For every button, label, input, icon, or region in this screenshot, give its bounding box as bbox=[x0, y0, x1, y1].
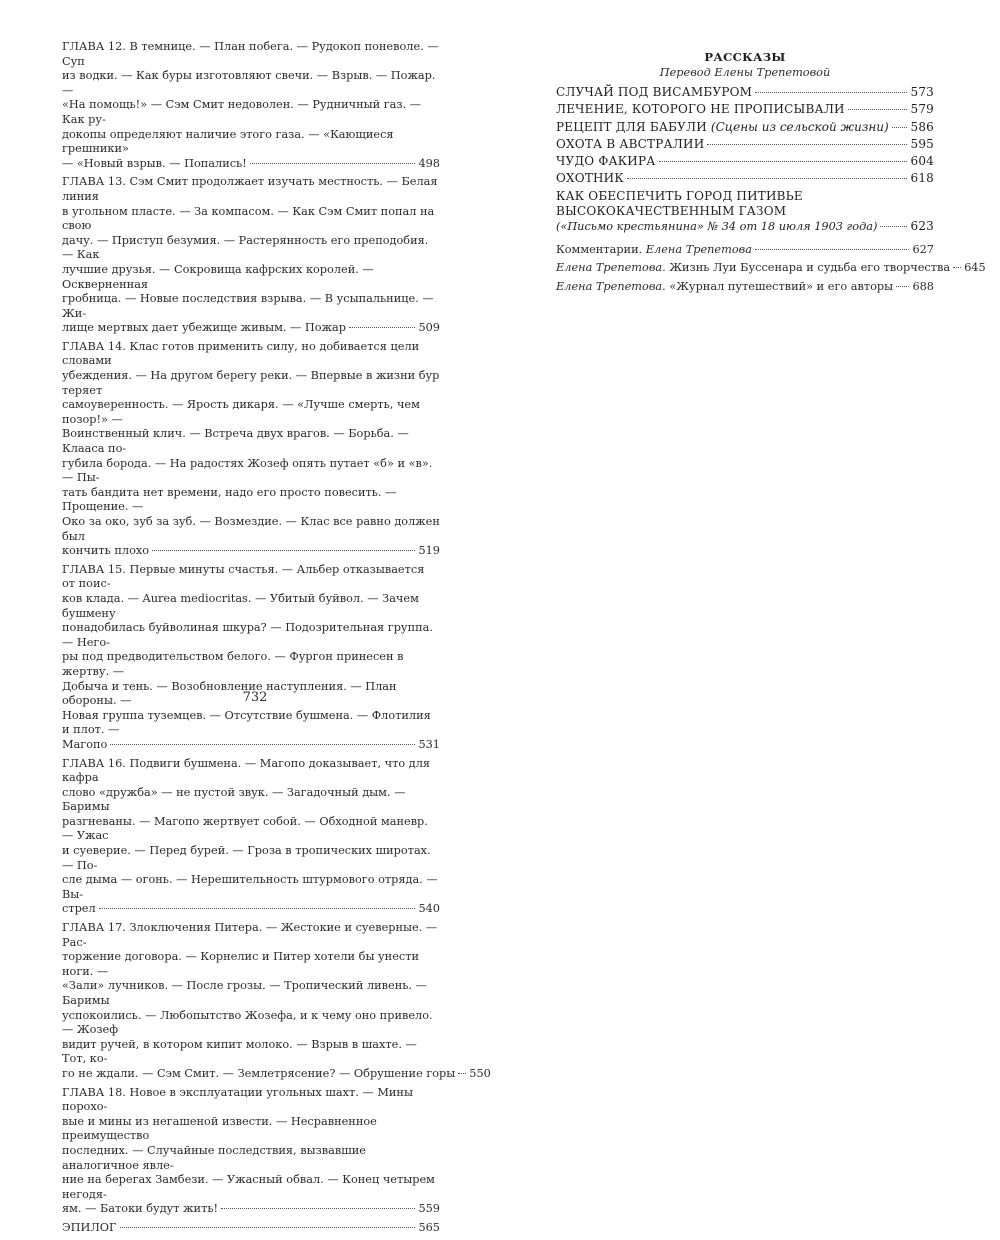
story-title-text: ОХОТА В АВСТРАЛИИ bbox=[556, 136, 705, 151]
toc-chapter-entry bbox=[62, 563, 440, 753]
leader-dots bbox=[152, 550, 415, 551]
chapter-last-line bbox=[62, 157, 440, 172]
story-note: (Сцены из сельской жизни) bbox=[710, 119, 889, 134]
section-title: РАССКАЗЫ bbox=[704, 50, 786, 64]
toc-story-entry bbox=[556, 171, 934, 186]
toc-appendix-entry bbox=[556, 261, 986, 276]
chapter-last-line bbox=[62, 321, 440, 336]
story-title bbox=[556, 137, 704, 152]
chapter-page: 565 bbox=[418, 1220, 440, 1234]
story-page: 604 bbox=[910, 154, 934, 169]
chapter-last-line bbox=[62, 738, 440, 753]
chapter-page: 540 bbox=[418, 902, 440, 916]
toc-appendix-entry bbox=[556, 280, 934, 295]
chapter-last-line bbox=[62, 1221, 440, 1236]
appendix-author: Елена Трепетова bbox=[645, 242, 752, 256]
appendix-author: Елена Трепетова. bbox=[556, 279, 666, 293]
story-note: («Письмо крестьянина» № 34 от 18 июля 1903 года) bbox=[556, 220, 878, 234]
toc-chapter-entry bbox=[62, 40, 440, 171]
chapter-last-text: го не ждали. — Сэм Смит. — Землетрясение? — Обрушение горы bbox=[62, 1066, 456, 1080]
leader-dots bbox=[659, 161, 908, 162]
story-page: 623 bbox=[910, 219, 934, 234]
chapter-summary: ГЛАВА 13. Сэм Смит продолжает изучать местность. — Белая линия в угольном пласте. — За компасом. — Как Сэм Смит попал на свою дачу. — Приступ безумия. — Растерянность его преподобия. — Как лучшие друзья. — Сокровища кафрских королей. — Оскверненная гробница. — Новые последствия взрыва. — В усыпальнице. — Жи- bbox=[62, 175, 438, 320]
story-title-text: РЕЦЕПТ ДЛЯ БАБУЛИ bbox=[556, 119, 707, 134]
chapter-summary: ГЛАВА 14. Клас готов применить силу, но добивается цели словами убеждения. — На другом берегу реки. — Впервые в жизни бур теряет самоуверенность. — Ярость дикаря. — «Лучше смерть, чем позор!» — Воинственный клич. — Встреча двух врагов. — Борьба. — Клааса по- губила борода. — На радостях Жозеф опять путает «б» и «в». — Пы- тать бандита нет времени, надо его просто повесить. — Прощение. — Око за око, зуб за зуб. — Возмездие. — Клас все равно должен был bbox=[62, 339, 440, 543]
chapter-last-line bbox=[62, 1202, 440, 1217]
story-page: 595 bbox=[910, 136, 934, 151]
appendix-page: 688 bbox=[912, 279, 934, 293]
story-title-text: СЛУЧАЙ ПОД ВИСАМБУРОМ bbox=[556, 85, 753, 99]
toc-story-entry bbox=[556, 120, 934, 135]
left-page bbox=[62, 40, 491, 1240]
chapter-last-text: лище мертвых дает убежище живым. — Пожар bbox=[62, 321, 346, 335]
leader-dots bbox=[880, 226, 907, 227]
toc-chapter-entry bbox=[62, 1221, 440, 1236]
appendix-author: Елена Трепетова. bbox=[556, 261, 666, 275]
leader-dots bbox=[896, 286, 909, 287]
toc-chapter-entry bbox=[62, 757, 440, 918]
chapter-last-line bbox=[62, 902, 440, 917]
chapter-page: 519 bbox=[418, 544, 440, 558]
chapter-summary: ГЛАВА 15. Первые минуты счастья. — Альбер отказывается от поис- ков клада. — Aurea mediocritas. — Убитый буйвол. — Зачем бушмену понадобилась буйволиная шкура? — Подозрительная группа. — Него- ры под предводительством белого. — Фургон принесен в жертву. — Добыча и тень. — Возобновление наступления. — План обороны. — Новая группа туземцев. — Отсутствие бушмена. — Флотилия и плот. — bbox=[62, 562, 433, 737]
story-title-text: ОХОТНИК bbox=[556, 171, 624, 186]
appendix-page: 627 bbox=[912, 242, 934, 256]
story-page: 579 bbox=[910, 102, 934, 117]
chapter-page: 509 bbox=[418, 321, 440, 335]
chapter-last-text: стрел bbox=[62, 902, 96, 916]
leader-dots bbox=[99, 908, 416, 909]
chapter-last-text: — «Новый взрыв. — Попались! bbox=[62, 156, 247, 170]
story-title bbox=[556, 154, 656, 169]
chapter-page: 498 bbox=[418, 156, 440, 170]
story-page: 586 bbox=[910, 119, 934, 134]
story-title bbox=[556, 120, 889, 135]
leader-dots bbox=[892, 127, 908, 128]
toc-chapter-entry bbox=[62, 921, 491, 1082]
leader-dots bbox=[221, 1208, 415, 1209]
appendix-rest: Жизнь Луи Буссенара и судьба его творчества bbox=[665, 261, 951, 275]
chapter-summary: ГЛАВА 18. Новое в эксплуатации угольных шахт. — Мины порохо- вые и мины из негашеной извести. — Несравненное преимущество последних. — Случайные последствия, вызвавшие аналогичное явле- ние на берегах Замбези. — Ужасный обвал. — Конец четырем негодя- bbox=[62, 1085, 435, 1201]
appendix-plain: Комментарии. bbox=[556, 242, 646, 256]
toc-appendix-entry bbox=[556, 243, 934, 258]
leader-dots bbox=[250, 163, 416, 164]
chapter-summary: ГЛАВА 16. Подвиги бушмена. — Магопо доказывает, что для кафра слово «дружба» — не пустой звук. — Загадочный дым. — Баримы разгневаны. — Магопо жертвует собой. — Обходной маневр. — Ужас и суеверие. — Перед бурей. — Гроза в тропических широтах. — По- сле дыма — огонь. — Нерешительность штурмового отряда. — Вы- bbox=[62, 756, 438, 901]
leader-dots bbox=[458, 1073, 466, 1074]
story-title-line-1: КАК ОБЕСПЕЧИТЬ ГОРОД ПИТИВЬЕ bbox=[556, 188, 803, 203]
chapter-page: 550 bbox=[469, 1066, 491, 1080]
chapter-last-line bbox=[62, 1066, 491, 1082]
leader-dots bbox=[707, 144, 907, 145]
toc-chapter-entry bbox=[62, 1086, 440, 1217]
chapter-last-text: ям. — Батоки будут жить! bbox=[62, 1202, 219, 1216]
toc-chapter-entry bbox=[62, 340, 440, 559]
toc-story-entry bbox=[556, 102, 934, 117]
leader-dots bbox=[755, 249, 910, 250]
toc-story-entry bbox=[556, 137, 934, 152]
toc-story-multiline bbox=[556, 189, 934, 235]
toc-story-entry bbox=[556, 85, 934, 100]
leader-dots bbox=[110, 744, 415, 745]
chapter-last-text: ЭПИЛОГ bbox=[62, 1220, 117, 1234]
leader-dots bbox=[349, 327, 415, 328]
story-title bbox=[556, 171, 624, 186]
story-note-row bbox=[556, 219, 934, 234]
chapter-last-line bbox=[62, 544, 440, 559]
leader-dots bbox=[848, 109, 908, 110]
chapter-last-text: кончить плохо bbox=[62, 544, 150, 558]
appendix-title bbox=[556, 243, 752, 258]
appendix-title bbox=[556, 280, 893, 295]
chapter-summary: ГЛАВА 12. В темнице. — План побега. — Рудокоп поневоле. — Суп из водки. — Как буры изготовляют свечи. — Взрыв. — Пожар. — «На помощь!» — Сэм Смит недоволен. — Рудничный газ. — Как ру- докопы определяют наличие этого газа. — «Кающиеся грешники» bbox=[62, 40, 439, 156]
appendix-title bbox=[556, 261, 950, 276]
appendix-rest: «Журнал путешествий» и его авторы bbox=[665, 279, 894, 293]
appendix-page: 645 bbox=[964, 261, 986, 275]
chapter-last-text: Магопо bbox=[62, 737, 108, 751]
leader-dots bbox=[120, 1227, 416, 1228]
toc-appendix-list bbox=[556, 242, 986, 295]
leader-dots bbox=[755, 92, 907, 93]
page-number: 732 bbox=[242, 690, 268, 705]
chapter-page: 531 bbox=[418, 737, 440, 751]
story-title-text: ЛЕЧЕНИЕ, КОТОРОГО НЕ ПРОПИСЫВАЛИ bbox=[556, 102, 845, 117]
toc-chapter-list bbox=[62, 40, 491, 1236]
story-title bbox=[556, 85, 752, 100]
section-subtitle: Перевод Елены Трепетовой bbox=[659, 66, 831, 79]
story-page: 573 bbox=[910, 85, 934, 99]
leader-dots bbox=[953, 267, 961, 268]
toc-chapter-entry bbox=[62, 175, 440, 336]
story-title bbox=[556, 102, 845, 117]
leader-dots bbox=[627, 178, 908, 179]
right-page bbox=[556, 40, 986, 298]
toc-story-list bbox=[556, 85, 934, 187]
chapter-page: 559 bbox=[418, 1202, 440, 1216]
story-title-line-2: ВЫСОКОКАЧЕСТВЕННЫМ ГАЗОМ bbox=[556, 204, 787, 219]
toc-story-entry bbox=[556, 154, 934, 169]
story-page: 618 bbox=[910, 171, 934, 186]
story-title-text: ЧУДО ФАКИРА bbox=[556, 154, 656, 169]
chapter-summary: ГЛАВА 17. Злоключения Питера. — Жестокие и суеверные. — Рас- торжение договора. — Корнелис и Питер хотели бы унести ноги. — «Зали» лучников. — После грозы. — Тропический ливень. — Баримы успокоились. — Любопытство Жозефа, и к чему оно привело. — Жозеф видит ручей, в котором кипит молоко. — Взрыв в шахте. — Тот, ко- bbox=[62, 921, 438, 1066]
